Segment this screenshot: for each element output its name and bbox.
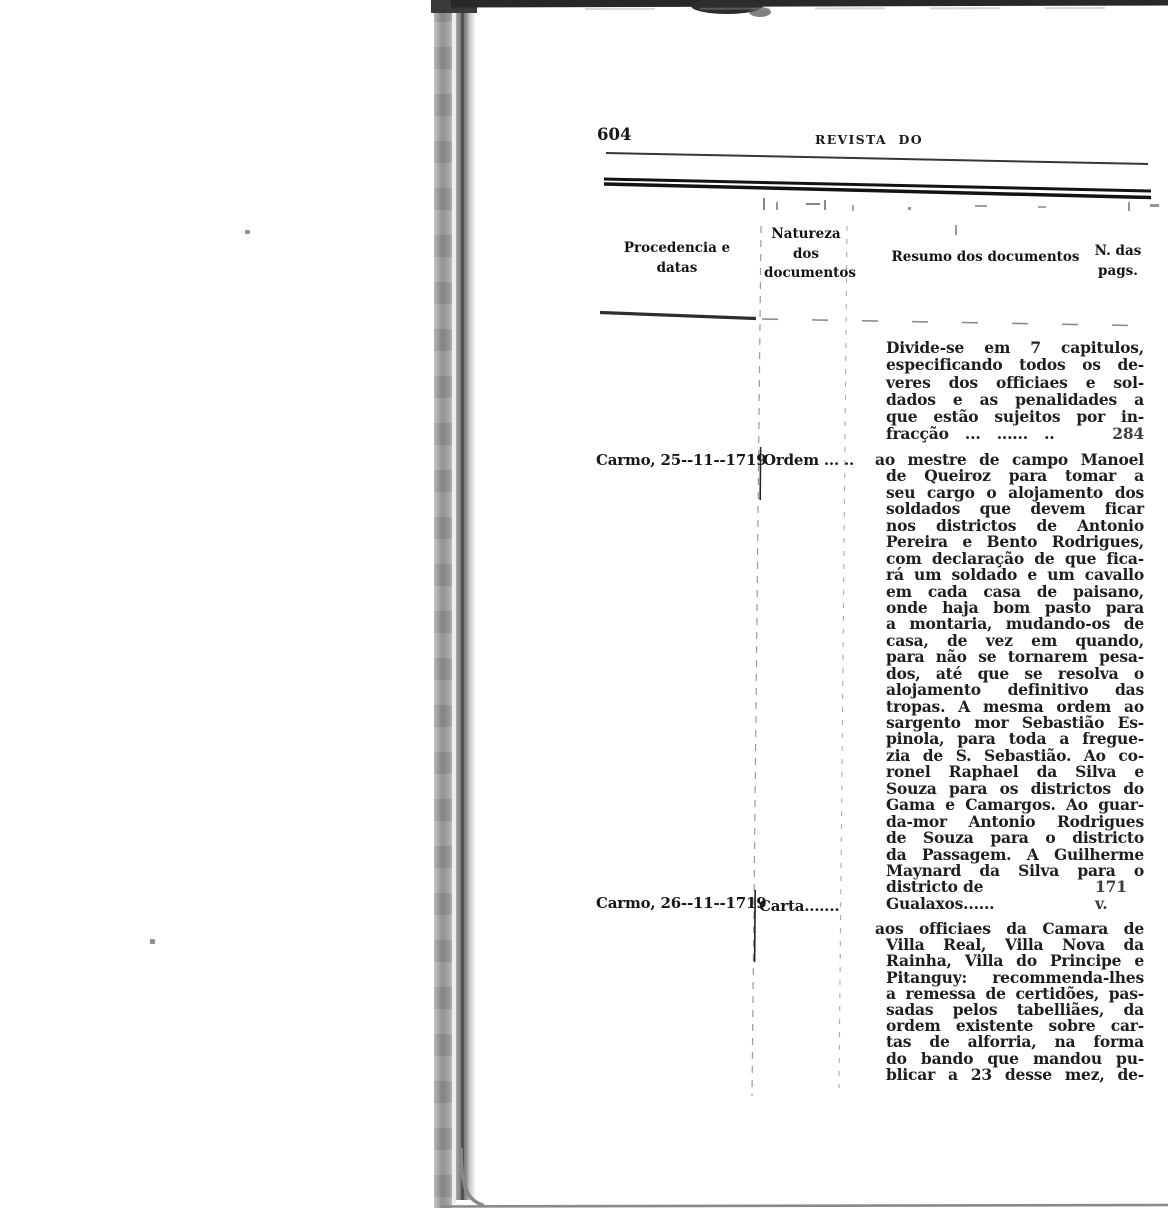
text-line: Maynard da Silva para o [886, 860, 1144, 880]
text-line: Gama e Camargos. Ao guar- [886, 795, 1144, 815]
table-row-resumo [875, 450, 1144, 913]
text-line: Pitanguy: recommenda-lhes [886, 967, 1144, 987]
text-line: para não se tornarem pesa- [886, 647, 1144, 667]
column-header-line: pags. [1098, 262, 1138, 279]
text-line: a montaria, mudando-os de [886, 614, 1144, 634]
text-line: soldados que devem ficar [886, 499, 1144, 519]
scan-tick [824, 200, 826, 210]
text-line: Divide-se em 7 capitulos, [886, 338, 1144, 357]
page-ref: 171 v. [1095, 877, 1127, 913]
text-line: sargento mor Sebastião Es- [886, 713, 1144, 732]
text-line: zia de S. Sebastião. Ao co- [886, 745, 1144, 765]
text-line: ordem existente sobre car- [886, 1016, 1144, 1036]
scan-tick [908, 207, 911, 210]
scan-edge-bottom-hook [461, 1148, 484, 1206]
column-header-resumo: Resumo dos documentos [891, 249, 1080, 265]
text-line: de Souza para o districto [886, 828, 1144, 848]
scan-tick [1150, 204, 1159, 207]
column-header-line: dos [792, 245, 820, 262]
text-line: da Passagem. A Guilherme [886, 844, 1144, 864]
text-line: tropas. A mesma ordem ao [886, 696, 1144, 716]
text-line: da-mor Antonio Rodrigues [886, 811, 1144, 831]
table-row-resumo [886, 339, 1144, 443]
text-line: de Queiroz para tomar a [886, 466, 1144, 486]
scan-speck [150, 939, 155, 944]
column-header-line: Natureza [771, 226, 841, 242]
column-header-procedencia: Procedencia e datas [623, 240, 731, 276]
text-line: com declaração de que fica- [886, 548, 1144, 568]
text-line: aos officiaes da Camara de [875, 919, 1144, 938]
text-line: casa, de vez em quando, [886, 630, 1144, 650]
text-line: seu cargo o alojamento dos [886, 482, 1144, 502]
text-line: Pereira e Bento Rodrigues, [886, 532, 1144, 552]
column-separator-1 [752, 226, 761, 1096]
text-line: especificando todos os de- [886, 355, 1144, 375]
text-line: rá um soldado e um cavallo [886, 565, 1144, 585]
table-row-resumo [875, 919, 1144, 1084]
text-line: blicar a 23 desse mez, de- [886, 1064, 1144, 1084]
text-line: ao mestre de campo Manoel [875, 450, 1144, 469]
folio-page-number: 604 [597, 125, 632, 144]
text-line-content: fracção ... ...... .. [886, 424, 1055, 444]
text-line [886, 877, 1144, 913]
scan-speck [245, 230, 250, 234]
scan-tick [852, 205, 854, 211]
table-row-natureza: Carta....... [759, 897, 840, 915]
text-line: dados e as penalidades a [886, 389, 1144, 409]
column-header-line: documentos [764, 265, 857, 281]
column-header-natureza [764, 225, 857, 284]
scan-edge-top-strip [451, 0, 1168, 8]
colhead-rule-solid [600, 313, 756, 319]
text-line: onde haja bom pasto para [886, 597, 1144, 617]
header-rule [606, 153, 1148, 164]
scan-tick [776, 202, 778, 210]
text-line: do bando que mandou pu- [886, 1048, 1144, 1068]
text-line [886, 425, 1144, 442]
scan-edge-bottom-line [440, 1205, 1168, 1207]
text-line: que estão sujeitos por in- [886, 407, 1144, 427]
text-line: Souza para os districtos do [886, 778, 1144, 798]
column-header-pags [1086, 242, 1150, 281]
text-line: pinola, para toda a fregue- [886, 729, 1144, 749]
page-ref: 284 [1112, 424, 1144, 444]
column-header-line: N. das [1094, 243, 1142, 259]
text-line: alojamento definitivo das [886, 680, 1144, 700]
scan-tick [806, 203, 820, 205]
scan-tick [763, 198, 765, 210]
text-line: Rainha, Villa do Principe e [886, 951, 1144, 971]
scan-tick [1128, 202, 1130, 211]
scan-tick [975, 205, 987, 207]
running-title: REVISTA DO [815, 132, 923, 147]
text-line: sadas pelos tabelliães, da [886, 999, 1144, 1019]
table-row-natureza: Ordem ... .. [763, 451, 855, 469]
text-line: Villa Real, Villa Nova da [886, 935, 1144, 955]
table-row-procedencia: Carmo, 26--11--1719 [596, 894, 767, 912]
text-line: dos, até que se resolva o [886, 663, 1144, 683]
table-row-procedencia: Carmo, 25--11--1719 [596, 451, 767, 469]
scan-tick [1038, 206, 1046, 208]
text-line: veres dos officiaes e sol- [886, 372, 1144, 392]
column-separator-2 [839, 226, 847, 1088]
text-line: a remessa de certidões, pas- [886, 983, 1144, 1003]
text-line-content: districto de Gualaxos...... [886, 877, 995, 913]
colhead-rule-dashed [762, 319, 1162, 326]
text-line: nos districtos de Antonio [886, 515, 1144, 535]
scan-tick [955, 225, 957, 235]
text-line: em cada casa de paisano, [886, 581, 1144, 601]
text-line: tas de alforria, na forma [886, 1032, 1144, 1052]
text-line: ronel Raphael da Silva e [886, 762, 1144, 782]
